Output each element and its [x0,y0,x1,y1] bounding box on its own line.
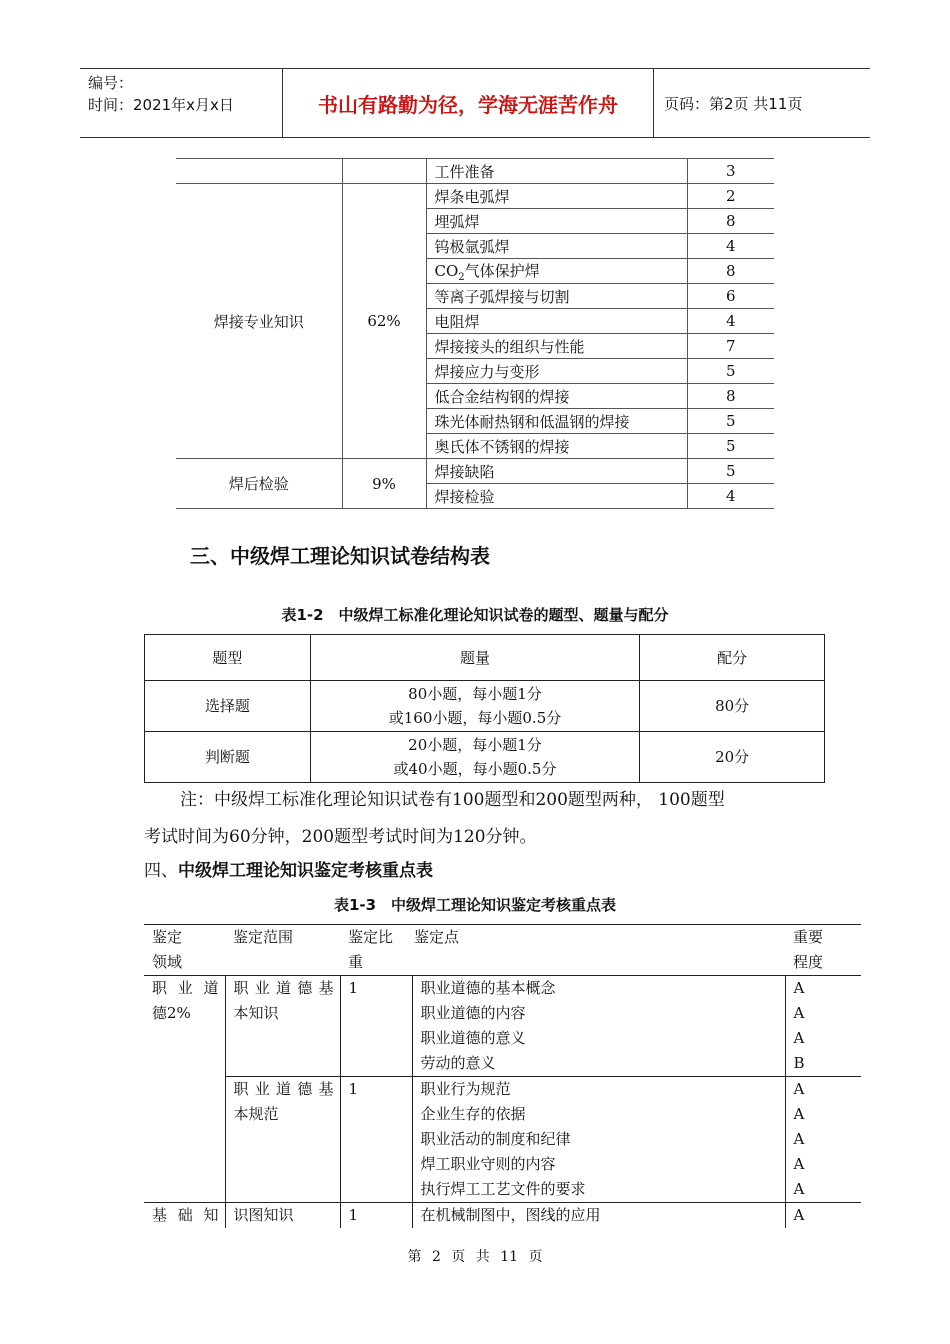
time-label: 时间：2021年x月x日 [88,96,234,114]
header-text: 程度 [793,953,824,971]
assessment-key-table [144,924,861,1228]
range-text: 职业道德基 [233,979,334,997]
header-cell [340,925,412,976]
item-cell: 焊条电弧焊 [426,184,687,209]
score-cell: 8 [687,384,774,409]
level-text: A [793,1130,805,1148]
score-cell: 8 [687,259,774,284]
note-line: 考试时间为60分钟，200题型考试时间为120分钟。 [144,827,537,847]
domain-text: 德2% [152,1004,191,1022]
score-cell: 4 [687,484,774,509]
range-text: 职业道德基 [233,1080,334,1098]
table-header-row [144,925,861,976]
section-4-prefix: 四、 [144,861,178,881]
quantity-line: 80小题，每小题1分 [408,685,542,703]
header-text: 重 [348,953,364,971]
item-cell: 焊接接头的组织与性能 [426,334,687,359]
level-text: B [793,1054,805,1072]
table-row [176,159,774,184]
item-cell: 钨极氩弧焊 [426,234,687,259]
point-cell: 在机械制图中，图线的应用 [412,1203,785,1229]
point-text: 职业行为规范 [420,1080,511,1098]
header-page-info: 页码：第2页 共11页 [664,94,803,113]
exam-structure-table [144,634,825,783]
header-cell [144,925,225,976]
point-text: 职业道德的意义 [420,1029,526,1047]
quantity-line: 或40小题，每小题0.5分 [393,760,557,778]
score-cell: 3 [687,159,774,184]
score-cell: 80分 [640,681,825,732]
skill-weight-table [176,158,774,509]
level-cell [785,976,861,1077]
header-cell [785,925,861,976]
item-cell: 焊接检验 [426,484,687,509]
type-cell: 判断题 [145,732,311,783]
ratio-cell: 9% [342,459,426,509]
score-cell: 20分 [640,732,825,783]
level-text: A [793,1155,805,1173]
score-cell: 5 [687,434,774,459]
domain-text: 基础知 [152,1206,219,1224]
level-text: A [793,1029,805,1047]
quantity-line: 20小题，每小题1分 [408,736,542,754]
score-cell: 5 [687,359,774,384]
range-cell [225,976,340,1077]
item-cell: 奥氏体不锈钢的焊接 [426,434,687,459]
point-text: 职业道德的基本概念 [420,979,556,997]
score-cell: 7 [687,334,774,359]
exam-note [144,782,824,856]
section-4-heading: 中级焊工理论知识鉴定考核重点表 [178,861,433,881]
item-cell: 低合金结构钢的焊接 [426,384,687,409]
table-row [145,732,825,783]
score-cell: 5 [687,409,774,434]
table-1-3-caption: 表1-3 中级焊工理论知识鉴定考核重点表 [333,896,617,914]
header-cell: 鉴定点 [412,925,785,976]
weight-cell: 1 [340,1077,412,1203]
table-header-row [145,635,825,681]
note-line: 注：中级焊工标准化理论知识试卷有100题型和200题型两种， 100题型 [180,790,725,810]
range-text: 本知识 [233,1004,279,1022]
level-text: A [793,979,805,997]
quantity-cell [310,732,640,783]
point-text: 劳动的意义 [420,1054,496,1072]
score-cell: 5 [687,459,774,484]
range-cell: 识图知识 [225,1203,340,1229]
header-text: 重要 [793,928,824,946]
type-cell: 选择题 [145,681,311,732]
point-cell [412,1077,785,1203]
level-cell: A [785,1203,861,1229]
score-cell: 4 [687,234,774,259]
score-cell: 6 [687,284,774,309]
ratio-cell: 62% [342,184,426,459]
header-cell: 配分 [640,635,825,681]
co2-subscript: 2 [458,271,465,283]
section-4-title [144,856,433,881]
page-header [80,68,870,138]
domain-cell [144,1203,225,1229]
table-row [145,681,825,732]
quantity-cell [310,681,640,732]
page-footer: 第 2 页 共 11 页 [407,1249,543,1265]
item-cell: 埋弧焊 [426,209,687,234]
level-text: A [793,1105,805,1123]
co2-suffix: 气体保护焊 [464,261,540,280]
range-cell [225,1077,340,1203]
header-text: 鉴定 [152,928,183,946]
item-cell: 等离子弧焊接与切割 [426,284,687,309]
level-text: A [793,1080,805,1098]
item-cell: 焊接应力与变形 [426,359,687,384]
domain-cell: 焊接专业知识 [176,184,342,459]
item-cell: 电阻焊 [426,309,687,334]
point-text: 职业活动的制度和纪律 [420,1130,571,1148]
header-motto: 书山有路勤为径，学海无涯苦作舟 [282,69,654,137]
point-text: 焊工职业守则的内容 [420,1155,556,1173]
item-cell: 焊接缺陷 [426,459,687,484]
range-text: 本规范 [233,1105,279,1123]
point-text: 执行焊工工艺文件的要求 [420,1180,586,1198]
level-cell [785,1077,861,1203]
header-text: 领域 [152,953,183,971]
header-cell: 题型 [145,635,311,681]
point-text: 职业道德的内容 [420,1004,526,1022]
item-cell: 工件准备 [426,159,687,184]
domain-cell [144,976,225,1203]
header-meta [80,69,282,137]
header-text: 鉴定比 [348,928,394,946]
header-cell: 鉴定范围 [225,925,340,976]
table-row [176,459,774,484]
header-cell: 题量 [310,635,640,681]
section-3-title: 三、中级焊工理论知识试卷结构表 [190,544,490,568]
score-cell: 2 [687,184,774,209]
table-row [144,1203,861,1229]
weight-cell: 1 [340,1203,412,1229]
item-cell [426,259,687,284]
score-cell: 8 [687,209,774,234]
co2-text: CO [434,261,459,280]
table-1-2-caption: 表1-2 中级焊工标准化理论知识试卷的题型、题量与配分 [281,606,669,624]
table-row [176,184,774,209]
level-text: A [793,1004,805,1022]
number-label: 编号： [88,74,134,92]
domain-cell: 焊后检验 [176,459,342,509]
table-row [144,976,861,1077]
weight-cell: 1 [340,976,412,1077]
domain-text: 职业道 [152,979,219,997]
score-cell: 4 [687,309,774,334]
point-cell [412,976,785,1077]
point-text: 企业生存的依据 [420,1105,526,1123]
item-cell: 珠光体耐热钢和低温钢的焊接 [426,409,687,434]
table-row [144,1077,861,1203]
level-text: A [793,1180,805,1198]
quantity-line: 或160小题，每小题0.5分 [388,709,562,727]
